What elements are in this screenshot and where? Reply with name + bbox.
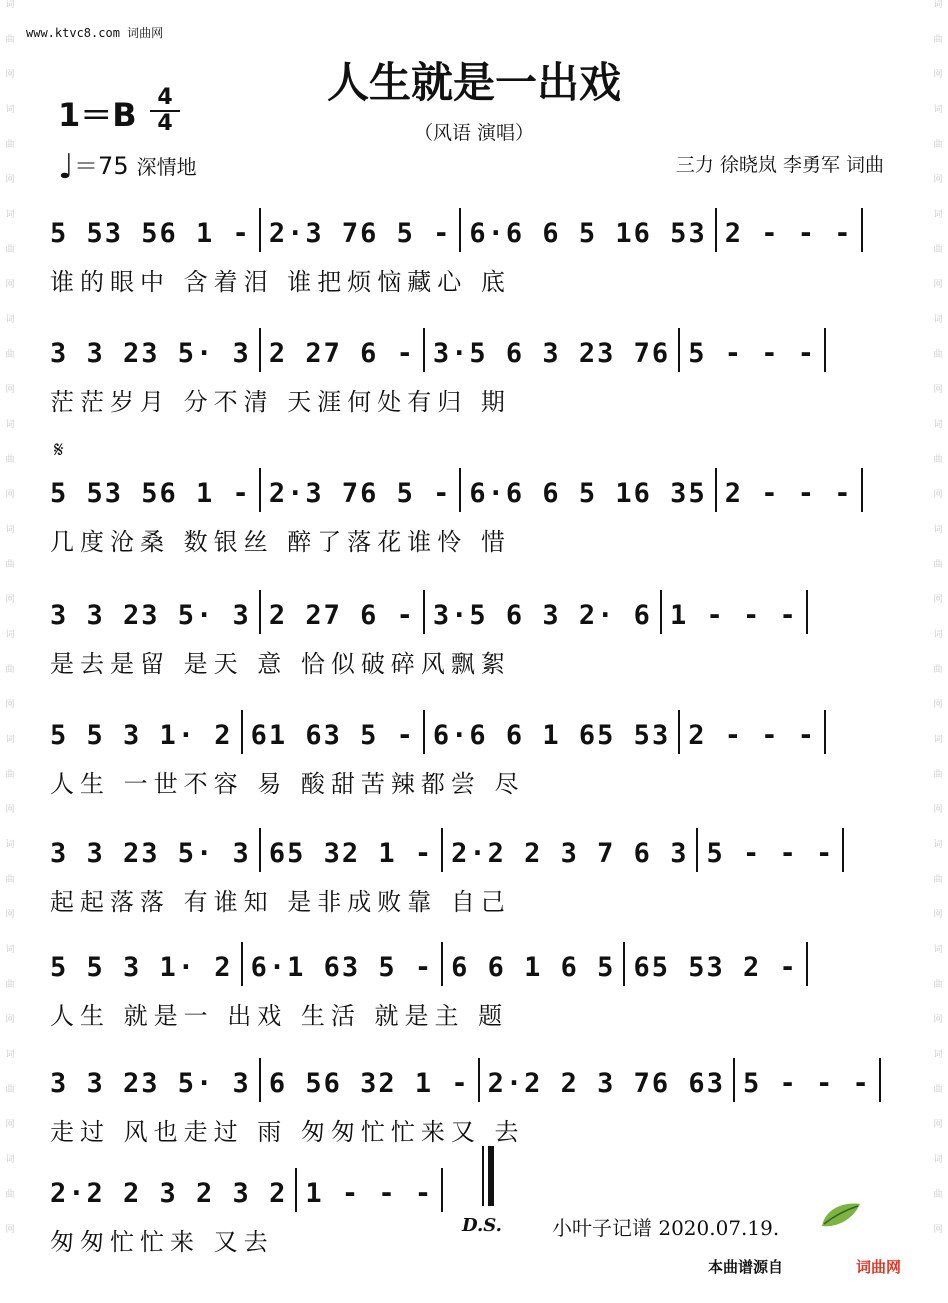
lyrics-line: 几度沧桑 数银丝 醉了落花谁怜 惜 — [50, 528, 511, 556]
measure: 6 56 32 1 - — [268, 1068, 470, 1099]
watermark-text: 曲 — [933, 455, 943, 465]
watermark-text: 网 — [5, 910, 15, 920]
singer: （风语 演唱） — [413, 122, 535, 144]
measure: 2·2 2 3 76 63 — [487, 1068, 725, 1099]
notes-line — [50, 208, 871, 252]
barline — [824, 710, 826, 754]
measure: 6·6 6 5 16 53 — [469, 218, 707, 249]
notes-line — [50, 328, 834, 372]
barline — [733, 1058, 735, 1102]
watermark-text: 词 — [5, 1050, 15, 1060]
measure: 1 - - - — [669, 600, 798, 631]
watermark-text: 网 — [933, 595, 943, 605]
watermark-right — [930, 0, 946, 1303]
watermark-text: 词 — [5, 735, 15, 745]
watermark-text: 曲 — [5, 245, 15, 255]
measure: 5 - - - — [742, 1068, 871, 1099]
watermark-text: 曲 — [5, 560, 15, 570]
measure: 6·1 63 5 - — [250, 952, 434, 983]
barline — [696, 828, 698, 872]
watermark-text: 曲 — [5, 350, 15, 360]
watermark-text: 词 — [5, 1155, 15, 1165]
watermark-text: 词 — [933, 105, 943, 115]
source-label: 本曲谱源自 — [708, 1258, 784, 1276]
barline — [259, 1058, 261, 1102]
brand-link[interactable]: 词曲网 — [856, 1258, 902, 1276]
watermark-text: 网 — [5, 805, 15, 815]
watermark-text: 网 — [933, 175, 943, 185]
measure: 2·2 2 3 2 3 2 — [50, 1178, 288, 1209]
watermark-text: 词 — [5, 630, 15, 640]
watermark-text: 词 — [5, 210, 15, 220]
watermark-text: 词 — [933, 1155, 943, 1165]
measure: 3·5 6 3 23 76 — [432, 338, 671, 369]
measure: 3·5 6 3 2· 6 — [432, 600, 652, 631]
measure: 5 53 56 1 - — [50, 218, 251, 249]
barline — [241, 942, 243, 986]
watermark-text: 曲 — [5, 1190, 15, 1200]
barline — [861, 468, 863, 512]
watermark-text: 曲 — [5, 980, 15, 990]
measure: 61 63 5 - — [250, 720, 415, 751]
watermark-text: 曲 — [933, 875, 943, 885]
watermark-text: 词 — [933, 420, 943, 430]
watermark-text: 网 — [933, 1225, 943, 1235]
lyrics-line: 人生 一世不容 易 酸甜苦辣都尝 尽 — [50, 770, 525, 798]
watermark-text: 网 — [933, 385, 943, 395]
watermark-text: 曲 — [5, 455, 15, 465]
watermark-text: 网 — [933, 1120, 943, 1130]
barline — [259, 208, 261, 252]
measure: 2·3 76 5 - — [268, 478, 452, 509]
measure: 3 3 23 5· 3 — [50, 338, 251, 369]
measure: 6·6 6 5 16 35 — [469, 478, 707, 509]
watermark-text: 网 — [5, 175, 15, 185]
watermark-text: 曲 — [5, 665, 15, 675]
barline — [259, 828, 261, 872]
measure: 2 - - - — [688, 720, 816, 751]
measure: 6 6 1 6 5 — [451, 952, 616, 983]
notes-line — [50, 1058, 889, 1102]
measure: 65 32 1 - — [268, 838, 434, 869]
watermark-text: 曲 — [933, 1085, 943, 1095]
barline — [259, 328, 261, 372]
lyrics-line: 是去是留 是天 意 恰似破碎风飘絮 — [50, 650, 511, 678]
watermark-text: 网 — [5, 70, 15, 80]
watermark-text: 词 — [5, 840, 15, 850]
measure: 3 3 23 5· 3 — [50, 838, 251, 869]
watermark-text: 曲 — [933, 770, 943, 780]
watermark-text: 词 — [5, 105, 15, 115]
barline — [806, 590, 808, 634]
watermark-text: 曲 — [5, 1085, 15, 1095]
notes-line — [50, 468, 871, 512]
barline — [441, 942, 443, 986]
notes-line — [50, 710, 834, 754]
barline — [678, 710, 680, 754]
lyrics-line: 起起落落 有谁知 是非成败靠 自己 — [50, 888, 511, 916]
measure: 2·3 76 5 - — [268, 218, 452, 249]
watermark-text: 曲 — [5, 875, 15, 885]
watermark-text: 曲 — [933, 140, 943, 150]
lyrics-line: 走过 风也走过 雨 匆匆忙忙来又 去 — [50, 1118, 525, 1146]
watermark-text: 网 — [5, 1225, 15, 1235]
lyrics-line: 茫茫岁月 分不清 天涯何处有归 期 — [50, 388, 511, 416]
watermark-text: 网 — [5, 385, 15, 395]
watermark-text: 词 — [933, 210, 943, 220]
watermark-text: 网 — [5, 595, 15, 605]
measure: 5 - - - — [688, 338, 816, 369]
measure: 6·6 6 1 65 53 — [432, 720, 671, 751]
tempo — [58, 146, 197, 187]
song-title: 人生就是一出戏 — [326, 58, 621, 107]
watermark-text: 词 — [933, 945, 943, 955]
barline — [459, 468, 461, 512]
notes-line — [50, 942, 816, 986]
watermark-text: 网 — [933, 910, 943, 920]
watermark-text: 词 — [933, 735, 943, 745]
watermark-text: 曲 — [933, 560, 943, 570]
measure: 3 3 23 5· 3 — [50, 600, 251, 631]
watermark-text: 词 — [933, 630, 943, 640]
watermark-text: 曲 — [933, 665, 943, 675]
barline — [715, 208, 717, 252]
measure: 5 - - - — [706, 838, 835, 869]
time-signature-top: 4 — [157, 85, 173, 110]
measure: 2·2 2 3 7 6 3 — [451, 838, 689, 869]
barline — [678, 328, 680, 372]
watermark-text: 词 — [5, 945, 15, 955]
watermark-text: 曲 — [933, 35, 943, 45]
lyrics-line: 匆匆忙忙来 又去 — [50, 1228, 274, 1256]
watermark-text: 网 — [5, 1015, 15, 1025]
watermark-text: 网 — [933, 700, 943, 710]
tempo-mood: 深情地 — [136, 155, 197, 179]
notes-line — [50, 828, 852, 872]
tempo-value: ＝75 — [74, 152, 129, 180]
watermark-text: 网 — [5, 1120, 15, 1130]
barline — [861, 208, 863, 252]
barline — [478, 1058, 480, 1102]
measure: 2 - - - — [724, 478, 853, 509]
quarter-note-icon: ♩ — [58, 147, 75, 187]
barline — [715, 468, 717, 512]
barline — [623, 942, 625, 986]
barline — [241, 710, 243, 754]
barline — [879, 1058, 881, 1102]
lyrics-line: 人生 就是一 出戏 生活 就是主 题 — [50, 1002, 509, 1030]
credits: 三力 徐晓岚 李勇军 词曲 — [675, 154, 884, 176]
watermark-text: 网 — [5, 490, 15, 500]
barline — [259, 590, 261, 634]
barline — [806, 942, 808, 986]
dal-segno: D.S. — [462, 1215, 502, 1236]
measure: 2 27 6 - — [268, 600, 415, 631]
barline — [824, 328, 826, 372]
notes-line — [50, 1168, 451, 1212]
watermark-text: 词 — [5, 0, 15, 10]
watermark-text: 曲 — [933, 1190, 943, 1200]
measure: 5 5 3 1· 2 — [50, 952, 233, 983]
watermark-text: 网 — [933, 805, 943, 815]
watermark-text: 词 — [933, 0, 943, 10]
final-barline — [482, 1146, 496, 1206]
recorder-note: 小叶子记谱 2020.07.19. — [552, 1216, 780, 1240]
watermark-text: 曲 — [933, 245, 943, 255]
watermark-text: 词 — [5, 525, 15, 535]
barline — [441, 828, 443, 872]
barline — [660, 590, 662, 634]
watermark-text: 网 — [5, 280, 15, 290]
watermark-text: 曲 — [933, 350, 943, 360]
lyrics-line: 谁的眼中 含着泪 谁把烦恼藏心 底 — [50, 268, 511, 296]
watermark-text: 网 — [933, 280, 943, 290]
watermark-text: 网 — [5, 700, 15, 710]
watermark-text: 词 — [933, 840, 943, 850]
watermark-text: 网 — [933, 70, 943, 80]
time-signature — [150, 86, 180, 136]
measure: 5 53 56 1 - — [50, 478, 251, 509]
barline — [441, 1168, 443, 1212]
watermark-left — [2, 0, 18, 1303]
measure: 2 27 6 - — [268, 338, 415, 369]
measure: 2 - - - — [724, 218, 853, 249]
segno-sign: 𝄋 — [54, 438, 64, 463]
notes-line — [50, 590, 816, 634]
watermark-text: 网 — [933, 490, 943, 500]
watermark-text: 曲 — [5, 35, 15, 45]
barline — [423, 590, 425, 634]
watermark-text: 词 — [933, 315, 943, 325]
leaf-icon — [818, 1200, 864, 1232]
watermark-text: 曲 — [933, 980, 943, 990]
watermark-text: 网 — [933, 1015, 943, 1025]
barline — [842, 828, 844, 872]
watermark-text: 词 — [933, 1050, 943, 1060]
measure: 5 5 3 1· 2 — [50, 720, 233, 751]
measure: 65 53 2 - — [633, 952, 798, 983]
site-url[interactable]: www.ktvc8.com 词曲网 — [26, 26, 164, 40]
watermark-text: 曲 — [5, 140, 15, 150]
watermark-text: 曲 — [5, 770, 15, 780]
barline — [295, 1168, 297, 1212]
key-signature: 1＝B — [58, 96, 137, 134]
barline — [423, 710, 425, 754]
barline — [423, 328, 425, 372]
barline — [459, 208, 461, 252]
measure: 3 3 23 5· 3 — [50, 1068, 251, 1099]
time-signature-bottom: 4 — [150, 110, 180, 136]
watermark-text: 词 — [933, 525, 943, 535]
watermark-text: 词 — [5, 420, 15, 430]
watermark-text: 词 — [5, 315, 15, 325]
barline — [259, 468, 261, 512]
measure: 1 - - - — [305, 1178, 434, 1209]
